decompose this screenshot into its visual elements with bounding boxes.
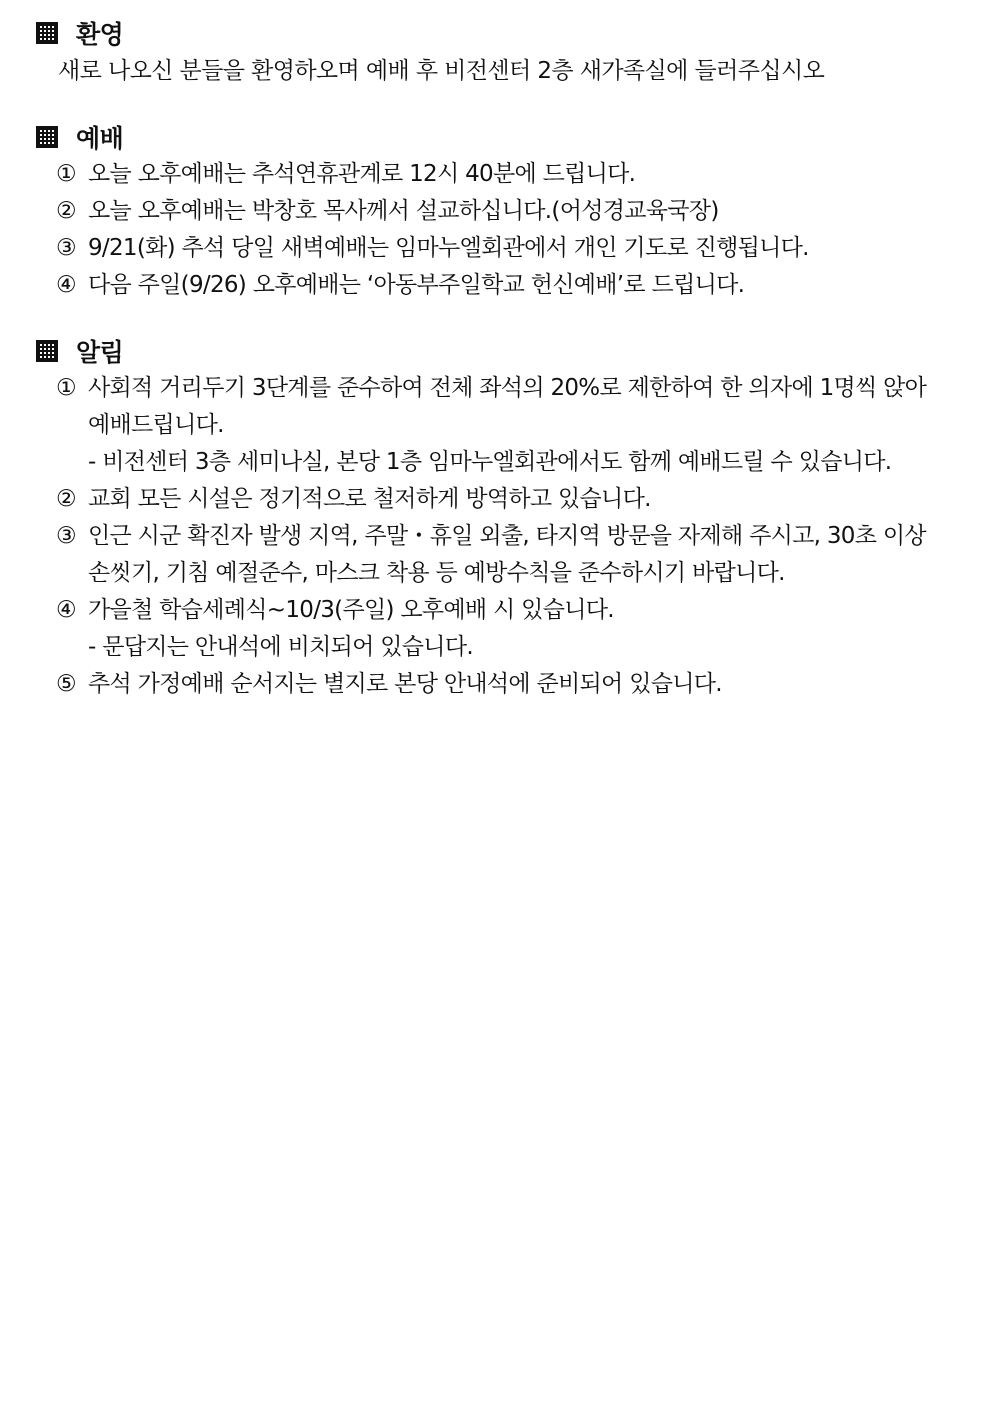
worship-item [56,267,972,304]
item-text: 추석 가정예배 순서지는 별지로 본당 안내석에 준비되어 있습니다. [88,671,722,697]
item-text: 인근 시군 확진자 발생 지역, 주말・휴일 외출, 타지역 방문을 자제해 주시고, 30초 이상 [88,523,926,549]
item-text: 사회적 거리두기 3단계를 준수하여 전체 좌석의 20%로 제한하여 한 의자에 1명씩 앉아 [88,375,927,401]
notice-section [36,332,972,703]
worship-item [56,193,972,230]
worship-item [56,156,972,193]
item-text: 9/21(화) 추석 당일 새벽예배는 임마누엘회관에서 개인 기도로 진행됩니다. [88,235,809,261]
item-text: 다음 주일(9/26) 오후예배는 ‘아동부주일학교 헌신예배’로 드립니다. [88,272,745,298]
notice-item [56,592,972,666]
worship-item [56,230,972,267]
checkered-square-icon [36,126,58,148]
item-number: ⑤ [56,671,76,697]
welcome-heading [36,14,972,52]
welcome-text: 새로 나오신 분들을 환영하오며 예배 후 비전센터 2층 새가족실에 들러주십시오 [58,58,825,84]
notice-list [36,370,972,703]
item-number: ④ [56,597,76,623]
item-number: ② [56,198,76,224]
item-subnote: - 비전센터 3층 세미나실, 본당 1층 임마누엘회관에서도 함께 예배드릴 수 있습니다. [88,449,892,475]
item-text: 오늘 오후예배는 박창호 목사께서 설교하십니다.(어성경교육국장) [88,198,719,224]
notice-item [56,518,972,592]
item-text: 오늘 오후예배는 추석연휴관계로 12시 40분에 드립니다. [88,161,636,187]
notice-item [56,481,972,518]
checkered-square-icon [36,22,58,44]
item-number: ③ [56,523,76,549]
worship-list [36,156,972,304]
item-text: 교회 모든 시설은 정기적으로 철저하게 방역하고 있습니다. [88,486,651,512]
notice-heading [36,332,972,370]
item-text-continued: 손씻기, 기침 예절준수, 마스크 착용 등 예방수칙을 준수하시기 바랍니다. [88,560,785,586]
worship-title: 예배 [76,124,124,153]
item-number: ④ [56,272,76,298]
worship-section [36,118,972,304]
worship-heading [36,118,972,156]
item-subnote: - 문답지는 안내석에 비치되어 있습니다. [88,634,473,660]
welcome-title: 환영 [76,20,124,49]
item-number: ③ [56,235,76,261]
notice-title: 알림 [76,338,124,367]
item-number: ① [56,161,76,187]
notice-item [56,666,972,703]
notice-item [56,370,972,481]
checkered-square-icon [36,340,58,362]
item-text: 가을철 학습세례식~10/3(주일) 오후예배 시 있습니다. [88,597,614,623]
item-number: ② [56,486,76,512]
welcome-section [36,14,972,90]
item-number: ① [56,375,76,401]
item-text-continued: 예배드립니다. [88,412,224,438]
